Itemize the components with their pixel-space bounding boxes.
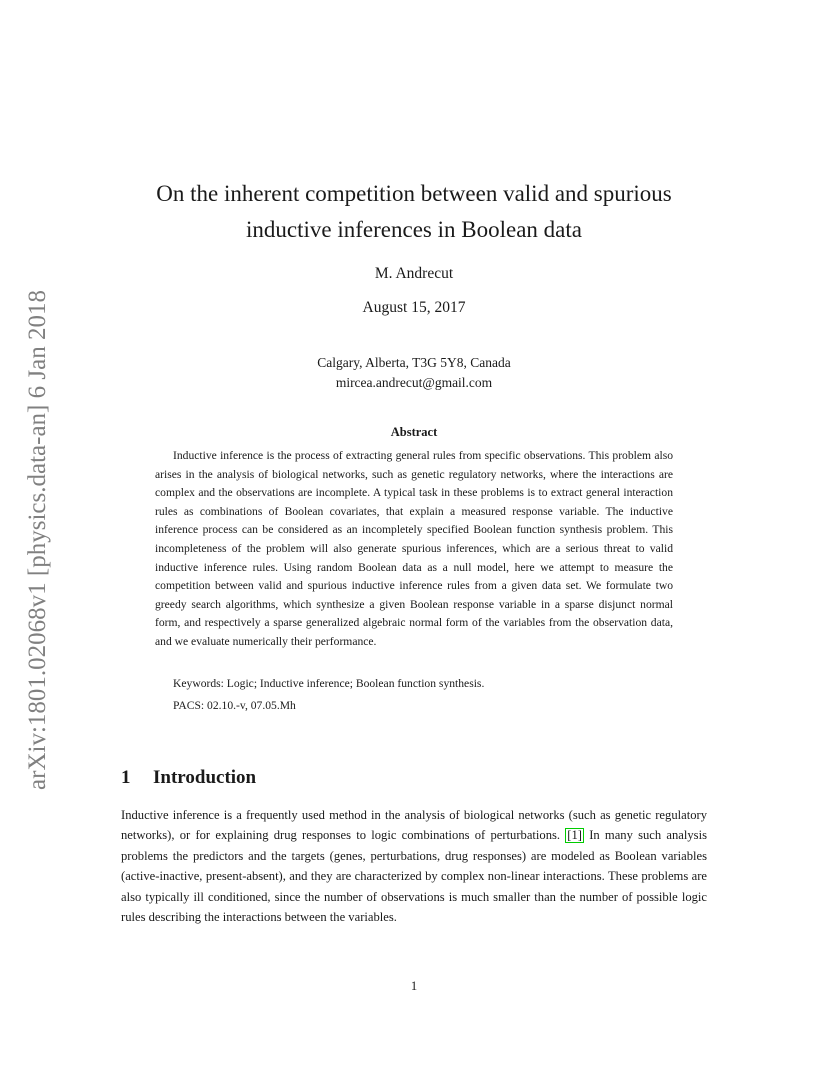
section-number: 1 <box>121 767 131 788</box>
author-email: mircea.andrecut@gmail.com <box>335 375 493 390</box>
abstract-heading: Abstract <box>390 425 438 439</box>
pacs-codes: PACS: 02.10.-v, 07.05.Mh <box>173 699 296 712</box>
author-affiliation: Calgary, Alberta, T3G 5Y8, Canada <box>317 355 511 370</box>
paper-title <box>100 176 728 248</box>
page-number: 1 <box>410 979 418 993</box>
author-name: M. Andrecut <box>374 265 454 282</box>
keywords: Keywords: Logic; Inductive inference; Boolean function synthesis. <box>173 677 485 690</box>
citation-link[interactable]: [1] <box>567 828 582 843</box>
abstract-text: Inductive inference is the process of extracting general rules from specific observations. This problem also arises in the analysis of biological networks, such as genetic regulatory networks, where the interactions are complex and the observations are incomplete. A typical task in these problems is to extract general interaction rules as combinations of Boolean covariates, that explain a measured response variable. The inductive inference process can be considered as an incompletely specified Boolean function synthesis problem. This incompleteness of the problem will also generate spurious inferences, which are a serious threat to valid inductive inference rules. Using random Boolean data as a null model, here we attempt to measure the competition between valid and spurious inductive inference rules from a given data set. We formulate two greedy search algorithms, which synthesize a given Boolean response variable in a sparse disjunct normal form, and respectively a sparse generalized algebraic normal form of the variables from the observation data, and we evaluate numerically their performance. <box>155 449 673 648</box>
intro-text-part-2: In many such analysis problems the predictors and the targets (genes, perturbations, drug responses) are modeled as Boolean variables (active-inactive, present-absent), and they are characterized by complex non-linear interactions. These problems are also typically ill conditioned, since the number of observations is much smaller than the number of possible logic rules describing the interactions between the variables. <box>121 828 707 925</box>
title-line-1: On the inherent competition between valid and spurious <box>156 181 672 206</box>
introduction-paragraph <box>121 805 707 927</box>
intro-text-part-1: Inductive inference is a frequently used method in the analysis of biological networks (such as genetic regulatory networks), or for explaining drug responses to logic combinations of perturbations. <box>121 808 707 843</box>
arxiv-identifier: arXiv:1801.02068v1 [physics.data-an] 6 Jan 2018 <box>24 290 51 790</box>
section-title: Introduction <box>153 767 257 788</box>
publication-date: August 15, 2017 <box>362 299 466 316</box>
title-line-2: inductive inferences in Boolean data <box>246 217 582 242</box>
section-heading-introduction <box>121 767 256 789</box>
